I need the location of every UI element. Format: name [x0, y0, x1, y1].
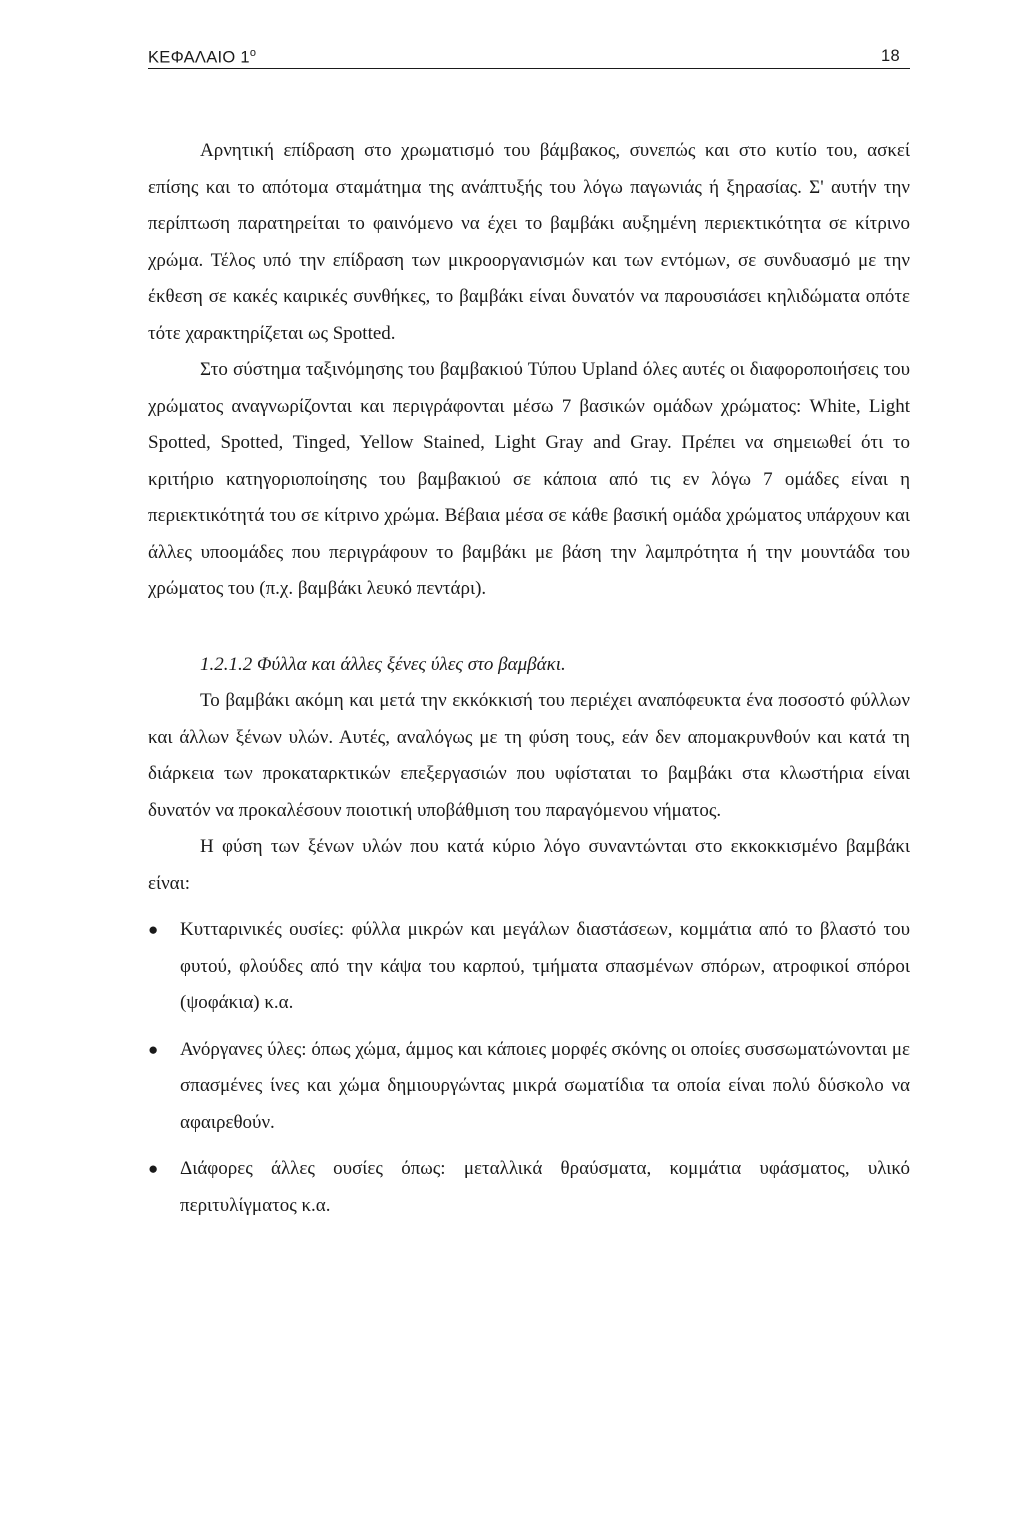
list-item-text: Ανόργανες ύλες: όπως χώμα, άμμος και κάποιες μορφές σκόνης οι οποίες συσσωματώνονται με σπασμένες ίνες και χώμα δημιουργώντας μικρά σωματίδια τα οποία είναι πολύ δύσκολο να αφαιρεθούν. [180, 1038, 910, 1133]
bullet-icon: ● [148, 920, 159, 939]
bullet-icon: ● [148, 1039, 159, 1059]
list-item-text: Διάφορες άλλες ουσίες όπως: μεταλλικά θραύσματα, κομμάτια υφάσματος, υλικό περιτυλίγματος κ.α. [180, 1158, 910, 1216]
bullet-icon: ● [148, 1159, 159, 1178]
page-number: 18 [881, 47, 900, 65]
document-body [148, 133, 910, 1224]
chapter-superscript: ο [249, 47, 257, 59]
paragraph: Η φύση των ξένων υλών που κατά κύριο λόγο συναντώνται στο εκκοκκισμένο βαμβάκι είναι: [148, 836, 910, 894]
list-item-text: Κυτταρινικές ουσίες: φύλλα μικρών και μεγάλων διαστάσεων, κομμάτια από το βλαστό του φυτού, φλούδες από την κάψα του καρπού, τμήματα σπασμένων σπόρων, ατροφικοί σπόροι (ψοφάκια) κ.α. [180, 919, 910, 1013]
paragraph: Το βαμβάκι ακόμη και μετά την εκκόκκισή του περιέχει αναπόφευκτα ένα ποσοστό φύλλων και άλλων ξένων υλών. Αυτές, αναλόγως με τη φύση τους, εάν δεν απομακρυνθούν και κατά τη διάρκεια των προκαταρκτικών επεξεργασιών που υφίσταται το βαμβάκι στα κλωστήρια είναι δυνατόν να προκαλέσουν ποιοτική υποβάθμιση του παραγόμενου νήματος. [148, 690, 910, 821]
list-item [148, 1151, 910, 1224]
document-page [148, 0, 910, 1514]
list-item [148, 1032, 910, 1142]
section-heading: 1.2.1.2 Φύλλα και άλλες ξένες ύλες στο βαμβάκι. [200, 653, 566, 675]
chapter-label: ΚΕΦΑΛΑΙΟ $1^o$ [148, 47, 257, 67]
paragraph: Αρνητική επίδραση στο χρωματισμό του βάμβακος, συνεπώς και στο κυτίο του, ασκεί επίσης και το απότομα σταμάτημα της ανάπτυξής του λόγω παγωνιάς ή ξηρασίας. Σ' αυτήν την περίπτωση παρατηρείται το φαινόμενο να έχει το βαμβάκι αυξημένη περιεκτικότητα σε κίτρινο χρώμα. Τέλος υπό την επίδραση των μικροοργανισμών και των εντόμων, σε συνδυασμό με την έκθεση σε κακές καιρικές συνθήκες, το βαμβάκι είναι δυνατόν να παρουσιάσει κηλιδώματα οπότε τότε χαρακτηρίζεται ως Spotted. [148, 140, 910, 344]
paragraph: Στο σύστημα ταξινόμησης του βαμβακιού Τύπου Upland όλες αυτές οι διαφοροποιήσεις του χρώματος αναγνωρίζονται και περιγράφονται μέσω 7 βασικών ομάδων χρώματος: White, Light Spotted, Spotted, Tinged, Yellow Stained, Light Gray and Gray. Πρέπει να σημειωθεί ότι το κριτήριο κατηγοριοποίησης του βαμβακιού σε κάποια από τις εν λόγω 7 ομάδες είναι η περιεκτικότητά του σε κίτρινο χρώμα. Βέβαια μέσα σε κάθε βασική ομάδα χρώματος υπάρχουν και άλλες υποομάδες που περιγράφουν το βαμβάκι με βάση την λαμπρότητα ή την μουντάδα του χρώματος του (π.χ. βαμβάκι λευκό πεντάρι). [148, 359, 910, 599]
page-header [148, 44, 910, 69]
list-item [148, 912, 910, 1022]
bullet-list [148, 912, 910, 1224]
